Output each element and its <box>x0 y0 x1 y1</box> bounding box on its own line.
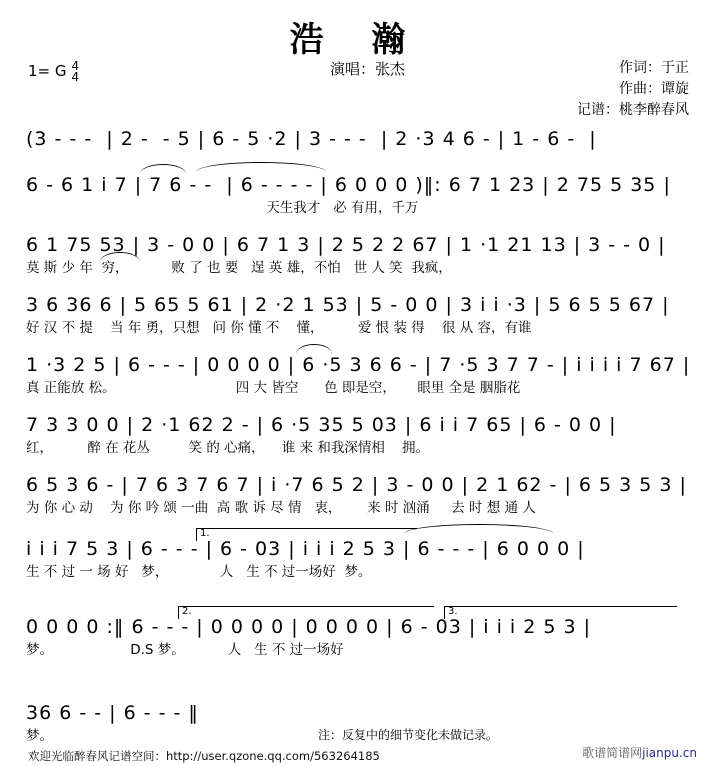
time-signature <box>72 61 80 83</box>
notes-line-4: 3 6 36 6 | 5 65 5 61 | 2 ·2 1 53 | 5 - 0 0 | 3 i i ·3 | 5 6 5 5 67 | <box>26 294 670 316</box>
lyrics-line-10: 梦。 <box>26 728 53 744</box>
lyrics-line-1 <box>26 152 690 172</box>
notes-line-8: i i i 7 5 3 | 6 - - - | 6 - 03 | i i i 2 5 3 | 6 - - - | 6 0 0 0 | <box>26 538 585 560</box>
notes-line-1: (3 - - - | 2 - - 5 | 6 - 5 ·2 | 3 - - - | 2 ·3 4 6 - | 1 - 6 - | <box>26 128 597 150</box>
credits-block <box>577 58 689 121</box>
key-signature <box>28 60 79 82</box>
staff-system-7 <box>26 472 690 518</box>
staff-system-5 <box>26 352 690 398</box>
notes-line-3: 6 1 75 53 | 3 - 0 0 | 6 7 1 3 | 2 5 2 2 67 | 1 ·1 21 13 | 3 - - 0 | <box>26 234 666 256</box>
lyrics-line-4: 好 汉 不 提 当 年 勇，只想 问 你 懂 不 懂， 爱 恨 装 得 很 从 容，有谁 <box>26 320 532 336</box>
watermark <box>582 744 697 761</box>
notes-line-9: 0 0 0 0 :‖ 6 - - - | 0 0 0 0 | 0 0 0 0 | 6 - 03 | i i i 2 5 3 | <box>26 616 592 638</box>
key-signature-label: 1= G <box>28 62 67 80</box>
staff-system-9 <box>26 614 690 660</box>
watermark-prefix: 歌谱简谱网 <box>582 746 643 760</box>
page-title: 浩 瀚 <box>289 20 424 60</box>
notes-line-6: 7 3 3 0 0 | 2 ·1 62 2 - | 6 ·5 35 5 03 | 6 i i 7 65 | 6 - 0 0 | <box>26 414 617 436</box>
lyrics-line-7: 为 你 心 动 为 你 吟 颂 一曲 高 歌 诉 尽 情 衷， 来 时 汹涌 去 时 想 通 人 <box>26 500 536 516</box>
lyrics-line-5: 真 正能放 松。 四 大 皆空 色 即是空， 眼里 全是 胭脂花 <box>26 380 521 396</box>
lyrics-line-3: 莫 斯 少 年 穷， 败 了 也 要 逞 英 雄，不怕 世 人 笑 我疯， <box>26 260 452 276</box>
repeat-ending-3 <box>444 606 677 619</box>
time-signature-numerator: 4 <box>71 59 80 73</box>
lyrics-line-8: 生 不 过 一 场 好 梦， 人 生 不 过一场好 梦。 <box>26 564 372 580</box>
notes-line-10: 36 6 - - | 6 - - - ‖ <box>26 702 199 724</box>
slur-arc <box>404 524 554 534</box>
staff-system-2 <box>26 172 690 218</box>
staff-system-4 <box>26 292 690 338</box>
lyrics-line-6: 红， 醉 在 花丛 笑 的 心痛， 谁 来 和我深情相 拥。 <box>26 440 430 456</box>
notes-line-2: 6 - 6 1 i 7 | 7 6 - - | 6 - - - - | 6 0 0 0 )‖: 6 7 1 23 | 2 75 5 35 | <box>26 174 671 196</box>
transcriber-credit: 记谱：桃李醉春风 <box>577 102 689 118</box>
footer-link[interactable]: 欢迎光临醉春风记谱空间：http://user.qzone.qq.com/563264185 <box>28 749 380 763</box>
staff-system-8 <box>26 536 690 582</box>
staff-system-6 <box>26 412 690 458</box>
repeat-ending-1-label: 1. <box>200 528 210 539</box>
time-signature-denominator: 4 <box>71 70 80 84</box>
lyrics-line-2: 天生我才 必 有用，千万 <box>26 200 419 216</box>
watermark-site: jianpu.cn <box>642 746 697 760</box>
notes-line-7: 6 5 3 6 - | 7 6 3 7 6 7 | i ·7 6 5 2 | 3 - 0 0 | 2 1 62 - | 6 5 3 5 3 | <box>26 474 687 496</box>
lyricist-credit: 作词：于正 <box>619 60 689 76</box>
staff-system-1 <box>26 126 690 172</box>
composer-credit: 作曲：谭旋 <box>619 81 689 97</box>
repeat-ending-1 <box>196 528 417 541</box>
slur-arc <box>296 344 332 354</box>
notes-line-5: 1 ·3 2 5 | 6 - - - | 0 0 0 0 | 6 ·5 3 6 6 - | 7 ·5 3 7 7 - | i i i i 7 67 | <box>26 354 691 376</box>
singer-label: 演唱：张杰 <box>330 60 406 78</box>
repeat-ending-2 <box>178 606 434 619</box>
lyrics-line-9: 梦。 D.S 梦。 人 生 不 过一场好 <box>26 642 344 658</box>
footer-note: 注：反复中的细节变化未做记录。 <box>318 728 499 742</box>
repeat-ending-3-label: 3. <box>448 606 458 617</box>
repeat-ending-2-label: 2. <box>182 606 192 617</box>
